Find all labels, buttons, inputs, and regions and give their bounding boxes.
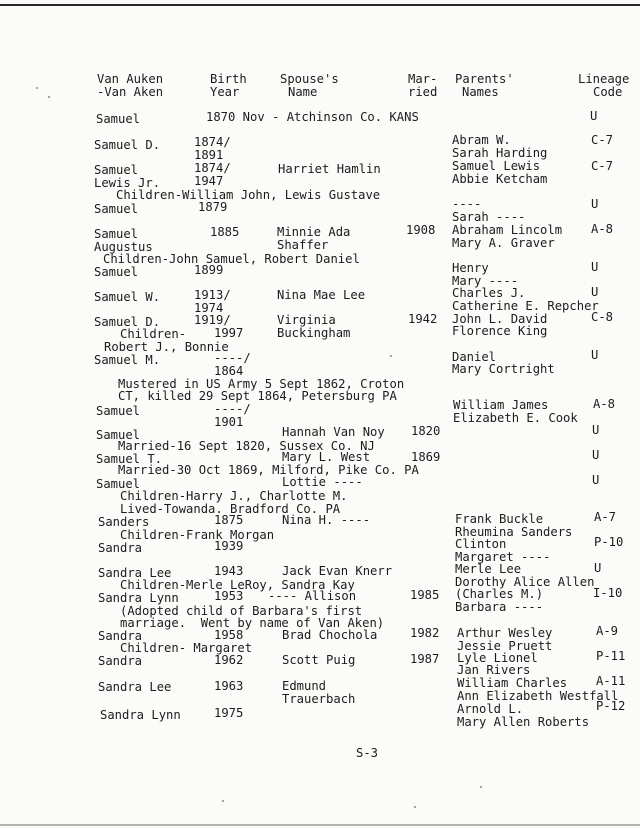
entry-line: Robert J., Bonnie	[104, 340, 229, 354]
entry-line: 1985	[410, 588, 440, 602]
header-married: ried	[408, 85, 438, 99]
lineage-code: U	[592, 473, 600, 487]
parents-line: Lyle Lionel	[457, 651, 538, 665]
parents-line: Margaret ----	[455, 550, 551, 564]
parents-line: Sarah ----	[452, 210, 526, 224]
entry-line: Sandra Lynn	[100, 708, 181, 722]
parents-line: Daniel	[452, 350, 497, 364]
entry-line: 1962	[214, 653, 244, 667]
entry-line: marriage. Went by name of Van Aken)	[120, 616, 385, 630]
scan-speck	[390, 355, 392, 357]
entry-line: 1908	[406, 223, 436, 237]
entry-line: Shaffer	[277, 238, 329, 252]
header-parents: Parents'	[455, 72, 514, 86]
entry-line: 1943	[214, 564, 244, 578]
header-lineage: Code	[593, 85, 623, 99]
parents-line: Merle Lee	[455, 562, 522, 576]
entry-line: Mustered in US Army 5 Sept 1862, Croton	[118, 377, 405, 391]
entry-line: 1974	[194, 301, 224, 315]
entry-line: Sandra Lee	[98, 566, 172, 580]
entry-line: 1987	[410, 652, 440, 666]
entry-line: 1942	[408, 312, 438, 326]
entry-line: Samuel D.	[94, 138, 161, 152]
entry-line: Children-	[120, 327, 187, 341]
entry-line: Samuel D.	[94, 315, 161, 329]
entry-line: Nina H. ----	[282, 513, 371, 527]
entry-line: Sanders	[98, 515, 150, 529]
entry-line: 1963	[214, 679, 244, 693]
parents-line: Abraham Lincolm	[452, 223, 563, 237]
entry-line: Married-30 Oct 1869, Milford, Pike Co. PA	[118, 463, 419, 477]
lineage-code: U	[591, 260, 599, 274]
entry-line: 1982	[410, 626, 440, 640]
entry-line: ----/	[214, 402, 251, 416]
parents-line: Sarah Harding	[452, 146, 548, 160]
lineage-code: A-7	[594, 510, 617, 524]
entry-line: 1997	[214, 326, 244, 340]
entry-line: Nina Mae Lee	[277, 288, 366, 302]
entry-line: Lottie ----	[282, 475, 363, 489]
lineage-code: C-8	[591, 310, 614, 324]
parents-line: Frank Buckle	[455, 512, 544, 526]
entry-line: Sandra Lee	[98, 680, 172, 694]
entry-line: Lived-Towanda. Bradford Co. PA	[120, 502, 341, 516]
entry-line: Sandra	[98, 541, 143, 555]
entry-line: Minnie Ada	[277, 225, 351, 239]
parents-line: Charles J.	[452, 286, 526, 300]
entry-line: 1901	[214, 415, 244, 429]
entry-line: Samuel T.	[96, 452, 163, 466]
lineage-code: A-8	[591, 222, 614, 236]
entry-line: Children-William John, Lewis Gustave	[116, 188, 381, 202]
lineage-code: C-7	[591, 133, 614, 147]
lineage-code: U	[590, 109, 598, 123]
entry-line: Samuel W.	[94, 290, 161, 304]
entry-line: Edmund	[282, 679, 327, 693]
entry-line: Samuel	[96, 112, 141, 126]
lineage-code: A-9	[596, 624, 619, 638]
header-married: Mar-	[408, 72, 438, 86]
parents-line: Mary A. Graver	[452, 236, 555, 250]
entry-line: 1975	[214, 706, 244, 720]
entry-line: CT, killed 29 Sept 1864, Petersburg PA	[118, 389, 397, 403]
entry-line: 1939	[214, 539, 244, 553]
entry-line: 1885	[210, 225, 240, 239]
lineage-code: P-10	[594, 535, 624, 549]
entry-line: Children-Merle LeRoy, Sandra Kay	[120, 578, 355, 592]
entry-line: Lewis Jr.	[94, 176, 161, 190]
parents-line: Abram W.	[452, 133, 511, 147]
lineage-code: U	[591, 285, 599, 299]
lineage-code: P-12	[596, 699, 626, 713]
parents-line: Abbie Ketcham	[452, 172, 548, 186]
entry-line: 1913/	[194, 288, 231, 302]
parents-line: ----	[452, 197, 482, 211]
entry-line: Brad Chochola	[282, 628, 378, 642]
entry-line: 1919/	[194, 313, 231, 327]
scan-speck	[480, 786, 482, 788]
entry-line: 1953	[214, 589, 244, 603]
header-birth: Year	[210, 85, 240, 99]
parents-line: John L. David	[452, 312, 548, 326]
parents-line: Mary Allen Roberts	[457, 715, 590, 729]
scan-speck	[414, 806, 416, 808]
parents-line: Samuel Lewis	[452, 159, 541, 173]
lineage-code: U	[594, 561, 602, 575]
lineage-code: A-8	[593, 397, 616, 411]
entry-line: Children- Margaret	[120, 641, 253, 655]
entry-line: Mary L. West	[282, 450, 371, 464]
lineage-code: C-7	[591, 159, 614, 173]
parents-line: Ann Elizabeth Westfall	[457, 689, 619, 703]
entry-line: Virginia	[277, 313, 336, 327]
page-number: S-3	[356, 746, 379, 760]
entry-line: Augustus	[94, 240, 153, 254]
header-spouse: Spouse's	[280, 72, 339, 86]
entry-line: Samuel M.	[94, 353, 161, 367]
parents-line: Rheumina Sanders	[455, 525, 573, 539]
entry-line: (Adopted child of Barbara's first	[120, 604, 363, 618]
entry-line: 1864	[214, 364, 244, 378]
entry-line: Samuel	[94, 227, 139, 241]
entry-line: Hannah Van Noy	[282, 425, 385, 439]
entry-line: 1869	[411, 450, 441, 464]
header-name: Van Auken	[97, 72, 164, 86]
parents-line: Dorothy Alice Allen	[455, 575, 595, 589]
lineage-code: U	[591, 348, 599, 362]
entry-line: Samuel	[94, 163, 139, 177]
lineage-code: U	[592, 423, 600, 437]
entry-line: 1820	[411, 424, 441, 438]
header-birth: Birth	[210, 72, 247, 86]
parents-line: Catherine E. Repcher	[452, 299, 599, 313]
parents-line: Arnold L.	[457, 702, 524, 716]
entry-line: Buckingham	[277, 326, 351, 340]
scan-speck	[48, 96, 50, 98]
entry-line: ---- Allison	[268, 589, 357, 603]
entry-line: Sandra	[98, 629, 143, 643]
entry-line: Jack Evan Knerr	[282, 564, 393, 578]
header-name: -Van Aken	[97, 85, 164, 99]
entry-line: Samuel	[94, 265, 139, 279]
entry-line: 1870 Nov - Atchinson Co. KANS	[206, 110, 419, 124]
scan-speck	[36, 87, 38, 89]
lineage-code: P-11	[596, 649, 626, 663]
entry-line: 1899	[194, 263, 224, 277]
entry-line: Scott Puig	[282, 653, 356, 667]
lineage-code: A-11	[596, 674, 626, 688]
entry-line: Children-John Samuel, Robert Daniel	[103, 252, 360, 266]
entry-line: 1947	[194, 174, 224, 188]
parents-line: Jessie Pruett	[457, 639, 553, 653]
entry-line: Harriet Hamlin	[278, 162, 381, 176]
header-lineage: Lineage	[578, 72, 630, 86]
entry-line: Trauerbach	[282, 692, 356, 706]
entry-line: Samuel	[96, 404, 141, 418]
parents-line: William Charles	[457, 676, 568, 690]
entry-line: 1875	[214, 513, 244, 527]
parents-line: Mary Cortright	[452, 362, 555, 376]
entry-line: Married-16 Sept 1820, Sussex Co. NJ	[118, 439, 375, 453]
entry-line: Samuel	[96, 428, 141, 442]
parents-line: Elizabeth E. Cook	[453, 411, 578, 425]
header-parents: Names	[462, 85, 499, 99]
entry-line: 1958	[214, 628, 244, 642]
lineage-code: U	[592, 448, 600, 462]
parents-line: (Charles M.)	[455, 587, 544, 601]
parents-line: Barbara ----	[455, 600, 544, 614]
parents-line: Clinton	[455, 537, 507, 551]
lineage-code: U	[591, 197, 599, 211]
entry-line: 1879	[198, 200, 228, 214]
entry-line: Samuel	[96, 477, 141, 491]
entry-line: Samuel	[94, 202, 139, 216]
parents-line: William James	[453, 398, 549, 412]
parents-line: Arthur Wesley	[457, 626, 553, 640]
entry-line: Children-Harry J., Charlotte M.	[120, 489, 348, 503]
parents-line: Mary ----	[452, 274, 519, 288]
parents-line: Florence King	[452, 324, 548, 338]
header-spouse: Name	[288, 85, 318, 99]
entry-line: 1874/	[194, 161, 231, 175]
scan-speck	[222, 800, 224, 802]
entry-line: 1874/	[194, 135, 231, 149]
lineage-code: I-10	[593, 586, 623, 600]
parents-line: Henry	[452, 261, 489, 275]
entry-line: Children-Frank Morgan	[120, 528, 275, 542]
entry-line: Sandra Lynn	[98, 591, 179, 605]
entry-line: ----/	[214, 351, 251, 365]
parents-line: Jan Rivers	[457, 663, 531, 677]
entry-line: Sandra	[98, 654, 143, 668]
entry-line: 1891	[194, 148, 224, 162]
